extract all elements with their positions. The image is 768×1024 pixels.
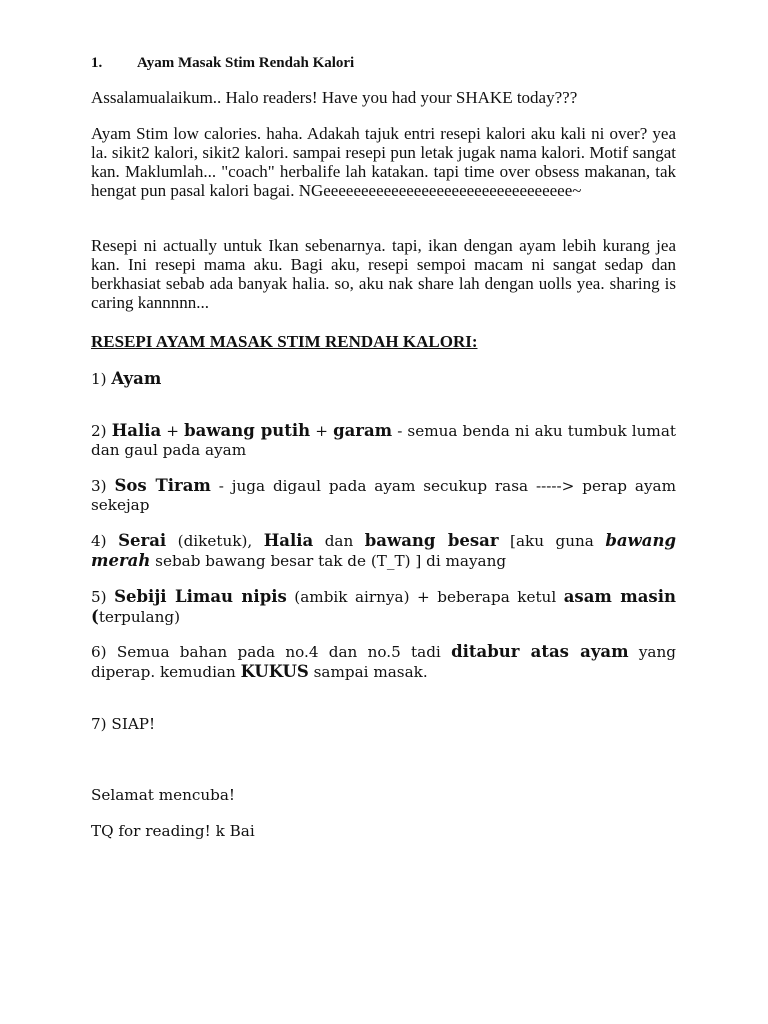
step-5 [91,587,676,627]
step-2-number: 2) [91,422,107,440]
step-6-number: 6) [91,643,107,661]
recipe-heading: RESEPI AYAM MASAK STIM RENDAH KALORI: [91,332,478,351]
step-2-ingredient-halia: Halia [111,421,162,440]
step-2-ingredient-garam: garam [333,421,393,440]
step-2-ingredient-bawang-putih: bawang putih [184,421,311,440]
step-6-method: KUKUS [240,662,309,681]
closing-line: Selamat mencuba! [91,786,236,804]
step-5-paren: ( [91,607,99,626]
title-text: Ayam Masak Stim Rendah Kalori [137,55,355,71]
step-2-plus-2: + [310,422,334,440]
step-2-plus-1: + [161,422,185,440]
step-4-ingredient-halia: Halia [263,531,314,550]
title-number: 1. [91,55,103,71]
step-4-ingredient-bawang-besar: bawang besar [364,531,499,550]
step-4-ingredient-bawang-merah: bawang merah [91,531,676,570]
step-1-ingredient: Ayam [111,369,162,388]
step-2 [91,421,676,460]
step-6-text-2: yang diperap. kemudian [91,643,676,681]
step-6-text-3: sampai masak. [308,663,428,681]
greeting-line: Assalamualaikum.. Halo readers! Have you had your SHAKE today??? [91,88,578,107]
step-4-text-4: sebab bawang besar tak de (T_T) ] di mayang [150,552,507,570]
step-4-text-3: [aku guna [498,532,606,550]
step-3 [91,476,676,515]
intro-paragraph: Ayam Stim low calories. haha. Adakah tajuk entri resepi kalori aku kali ni over? yea la. sikit2 kalori, sikit2 kalori. sampai resepi pun letak jugak nama kalori. Motif sangat kan. Maklumlah... "coach" herbalife lah katakan. tapi time over obsess makanan, tak hengat pun pasal kalori bagai. NGeeeeeeeeeeeeeeeeeeeeeeeeeeeeeeeee~ [91,124,676,200]
step-5-text-2: terpulang) [98,608,181,626]
step-1 [91,369,676,389]
step-4-ingredient-serai: Serai [118,531,167,550]
step-6-text-1: Semua bahan pada no.4 dan no.5 tadi [106,643,452,661]
signoff-line: TQ for reading! k Bai [91,822,255,840]
step-4-text-1: (diketuk), [166,532,264,550]
step-3-number: 3) [91,477,107,495]
step-4-number: 4) [91,532,107,550]
step-6 [91,642,676,682]
step-6-action: ditabur atas ayam [451,642,629,661]
step-5-ingredient-asam-masin: asam masin [563,587,676,606]
background-paragraph: Resepi ni actually untuk Ikan sebenarnya. tapi, ikan dengan ayam lebih kurang jea kan. Ini resepi mama aku. Bagi aku, resepi sempoi macam ni sangat sedap dan berkhasiat sebab ada banyak halia. so, aku nak share lah dengan uolls yea. sharing is caring kannnnn... [91,236,676,312]
step-5-ingredient-limau: Sebiji Limau nipis [114,587,287,606]
step-4-text-2: dan [313,532,365,550]
step-3-instruction: - juga digaul pada ayam secukup rasa -----> perap ayam sekejap [91,477,676,514]
document-title [91,54,354,73]
step-7 [91,715,676,734]
step-1-number: 1) [91,370,107,388]
step-4 [91,531,676,571]
step-5-text-1: (ambik airnya) + beberapa ketul [286,588,564,606]
step-7-text: SIAP! [106,715,156,733]
step-2-instruction: - semua benda ni aku tumbuk lumat dan gaul pada ayam [91,422,676,459]
step-5-number: 5) [91,588,107,606]
step-3-ingredient: Sos Tiram [114,476,211,495]
step-7-number: 7) [91,715,107,733]
